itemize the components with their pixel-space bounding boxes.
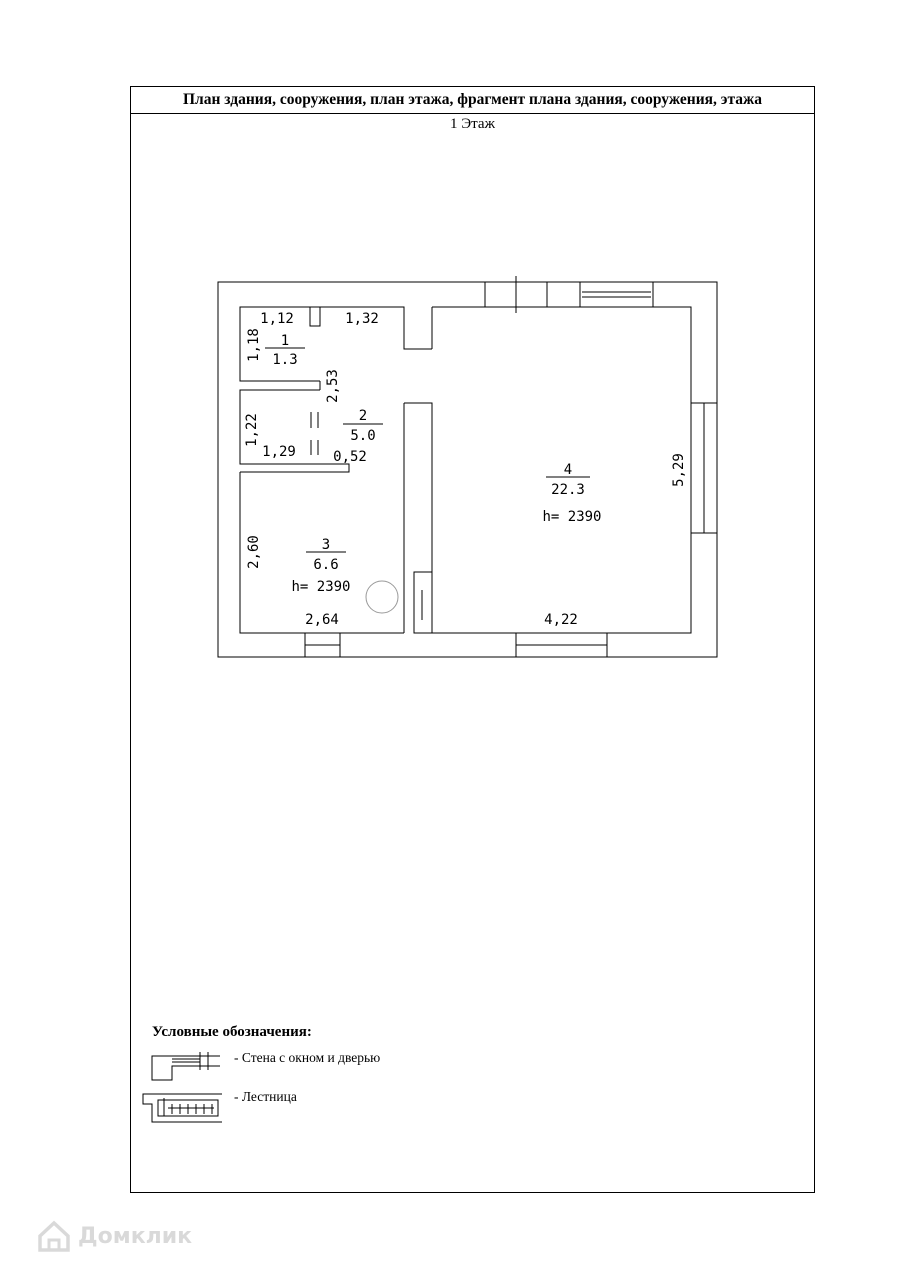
outer-wall [218,282,717,657]
room-3-height: h= 2390 [291,579,351,595]
room-4-height: h= 2390 [542,509,602,525]
dim-2-64: 2,64 [305,612,339,628]
window-top-left [485,282,580,307]
legend-wall-symbol [152,1052,220,1080]
dim-1-22: 1,22 [244,413,260,447]
floor-title: 1 Этаж [450,116,495,132]
dim-5-29: 5,29 [671,453,687,487]
watermark [36,1218,192,1254]
dim-1-29: 1,29 [262,444,296,460]
dim-1-32: 1,32 [345,311,379,327]
legend-stairs-symbol [143,1094,222,1122]
room-4-area: 22.3 [551,482,585,498]
room-2-area: 5.0 [350,428,376,444]
dim-2-60: 2,60 [246,535,262,569]
dim-2-53: 2,53 [325,369,341,403]
partition-wall [404,403,432,633]
legend-title: Условные обозначения: [152,1024,312,1040]
legend-stairs-label: - Лестница [234,1089,297,1104]
dim-1-18: 1,18 [246,328,262,362]
house-icon [36,1218,72,1254]
room-1-area: 1.3 [272,352,298,368]
room-1-niche [310,307,320,326]
document-title: План здания, сооружения, план этажа, фрагмент плана здания, сооружения, этажа [182,90,763,108]
dim-0-52: 0,52 [333,449,367,465]
room-3-area: 6.6 [313,557,339,573]
room-3-number: 3 [321,537,331,553]
room-1-number: 1 [280,333,290,349]
stair-box [414,572,432,633]
room-4-number: 4 [563,462,573,478]
room-2-number: 2 [358,408,368,424]
watermark-text: Домклик [78,1223,193,1249]
legend-wall-label: - Стена с окном и дверью [234,1050,381,1065]
window-top-right [580,282,653,307]
dim-1-12: 1,12 [260,311,294,327]
room-4-outline [432,307,691,633]
dim-4-22: 4,22 [544,612,578,628]
fixture-circle [366,581,398,613]
